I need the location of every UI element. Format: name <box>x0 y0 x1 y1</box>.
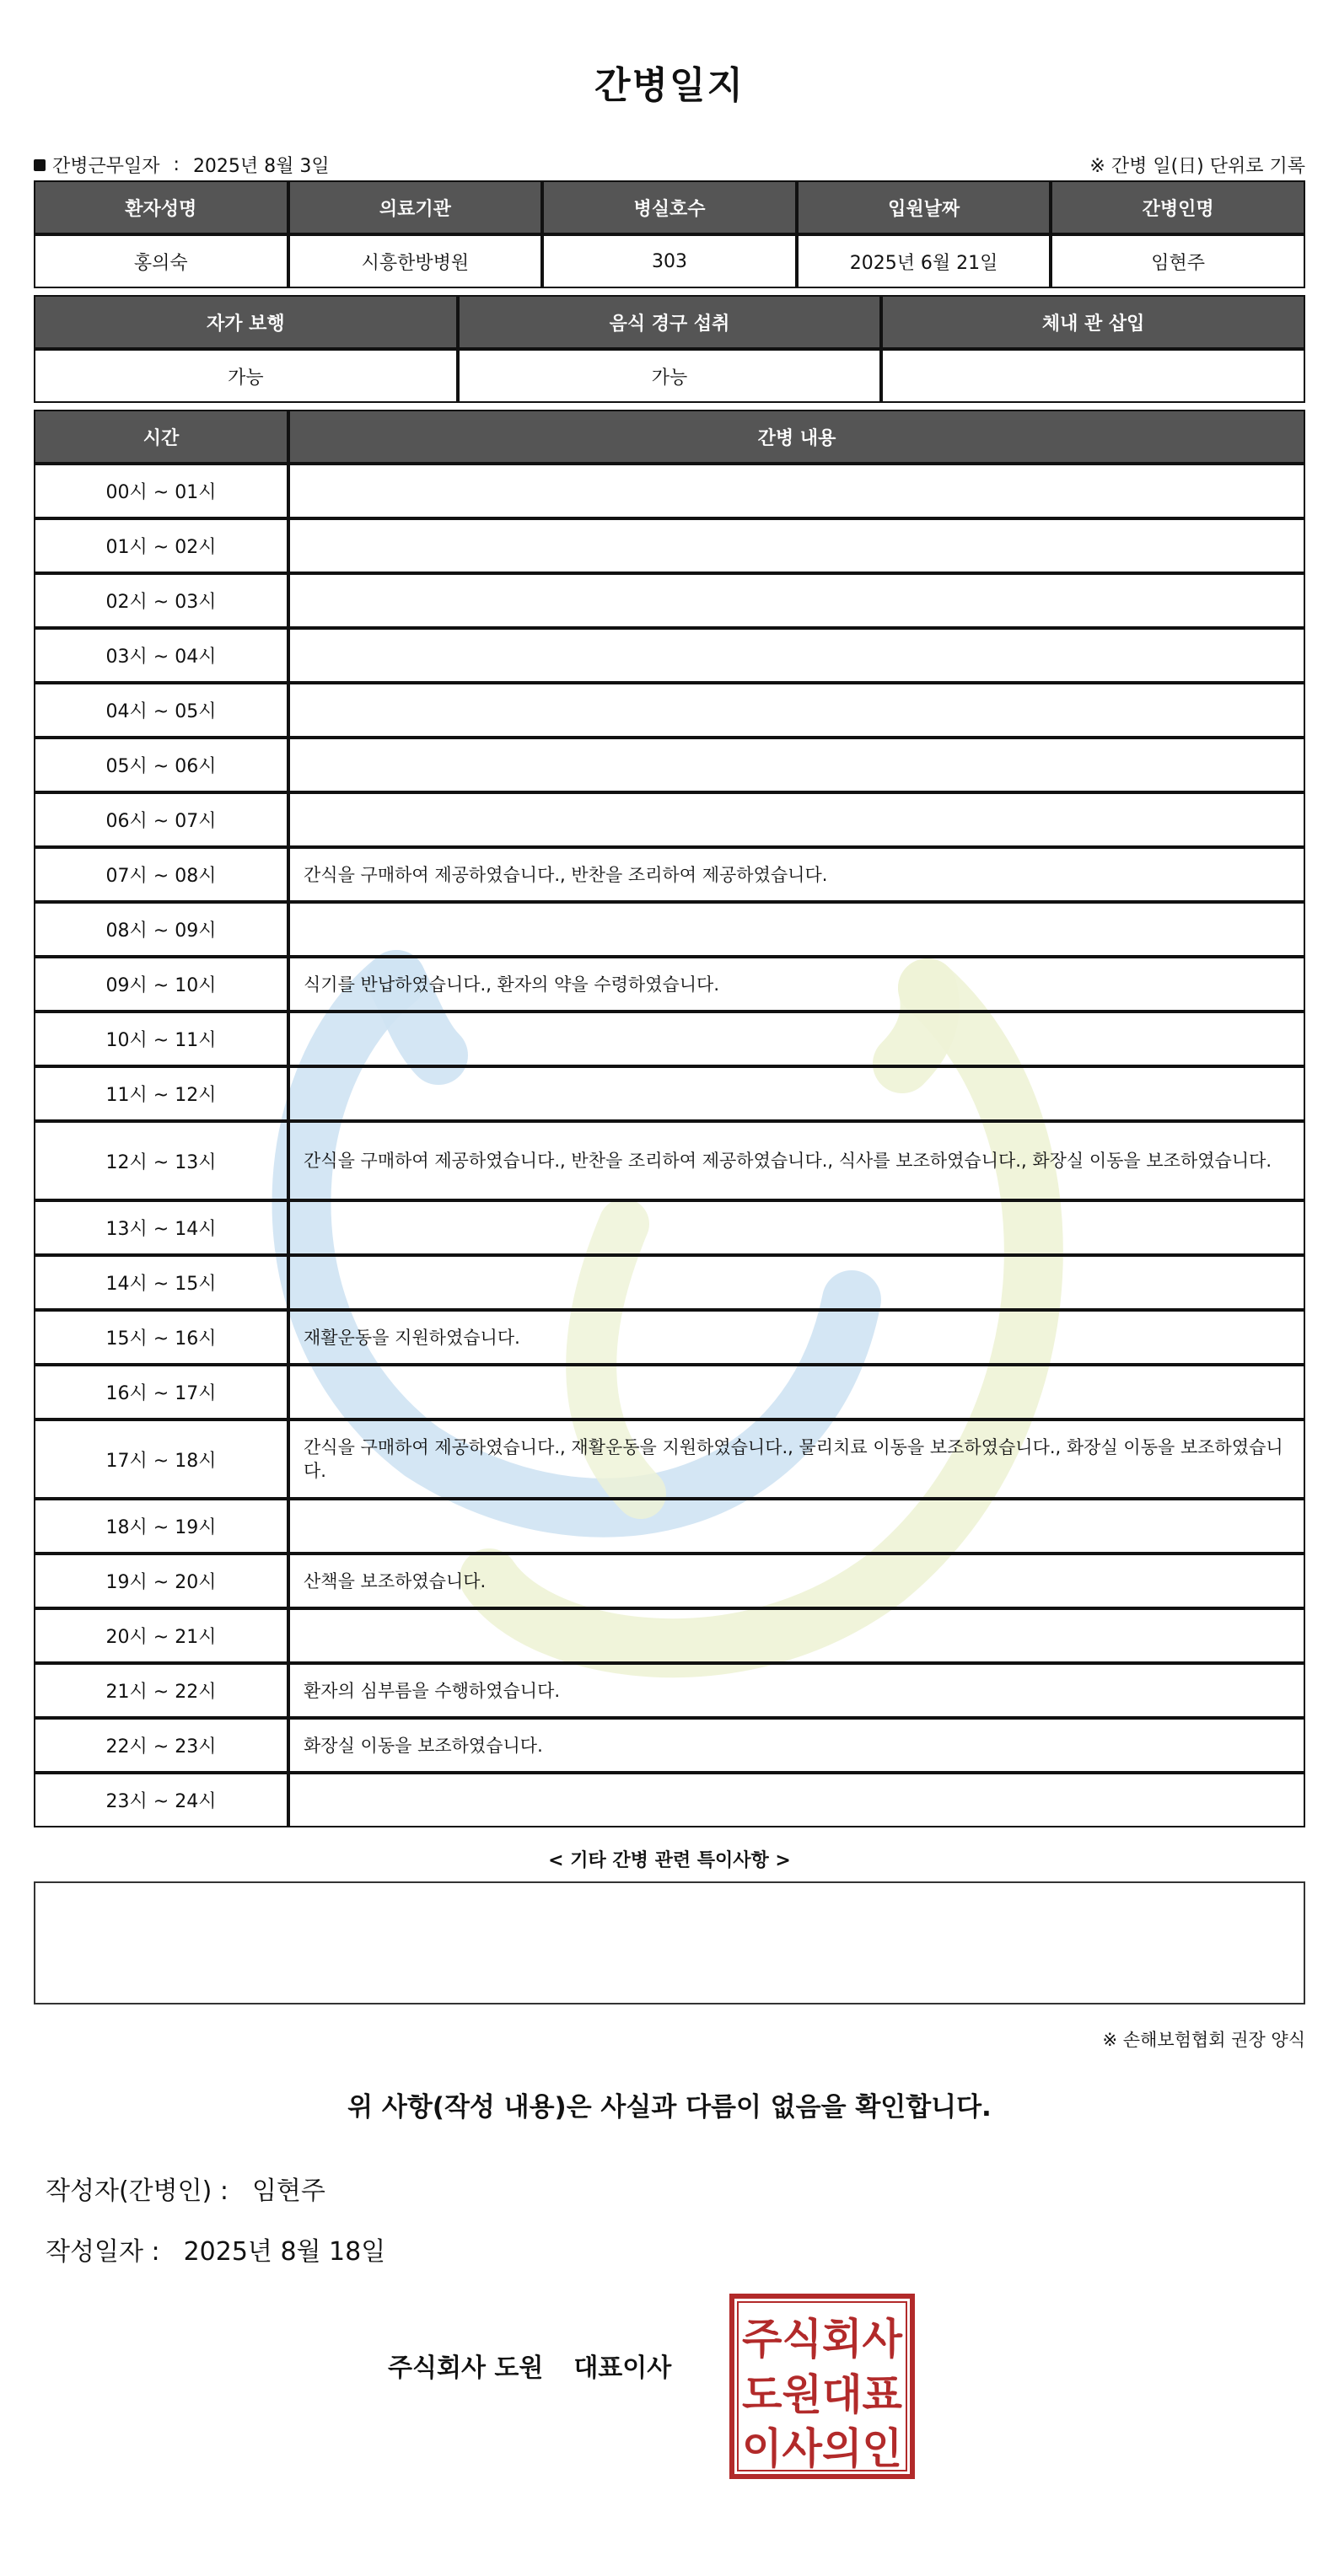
time-slot: 22시 ~ 23시 <box>34 1718 288 1773</box>
time-slot: 09시 ~ 10시 <box>34 957 288 1012</box>
table-row <box>34 1718 1305 1773</box>
svg-text:도원대표: 도원대표 <box>742 2370 903 2419</box>
time-slot: 14시 ~ 15시 <box>34 1255 288 1310</box>
time-slot: 05시 ~ 06시 <box>34 738 288 792</box>
written-date-row <box>46 2230 1305 2267</box>
work-date-separator: : <box>173 154 180 175</box>
header-tube-insertion: 체내 관 삽입 <box>881 295 1305 349</box>
document-title: 간병일지 <box>594 64 745 107</box>
table-row <box>34 683 1305 738</box>
table-row <box>34 628 1305 683</box>
writer-label: 작성자(간병인) : <box>46 2176 229 2206</box>
table-row <box>34 1608 1305 1663</box>
header-admission-date: 입원날짜 <box>797 180 1051 234</box>
table-row <box>34 1419 1305 1499</box>
care-content <box>288 738 1305 792</box>
admission-date: 2025년 6월 21일 <box>797 234 1051 288</box>
patient-condition-table <box>34 295 1305 403</box>
special-notes-box <box>34 1881 1305 2004</box>
time-slot: 10시 ~ 11시 <box>34 1012 288 1066</box>
care-content: 재활운동을 지원하였습니다. <box>288 1310 1305 1365</box>
table-row <box>34 1310 1305 1365</box>
care-content: 식기를 반납하였습니다., 환자의 약을 수령하였습니다. <box>288 957 1305 1012</box>
writer-name: 임현주 <box>251 2176 325 2206</box>
table-row <box>34 573 1305 628</box>
recommended-form-note: ※ 손해보험협회 권장 양식 <box>1102 2030 1305 2050</box>
care-content <box>288 464 1305 518</box>
table-row <box>34 1066 1305 1121</box>
header-hospital: 의료기관 <box>288 180 543 234</box>
company-signature <box>388 2347 671 2384</box>
special-notes-heading: < 기타 간병 관련 특이사항 > <box>548 1850 791 1871</box>
time-slot: 12시 ~ 13시 <box>34 1121 288 1200</box>
written-date-value: 2025년 8월 18일 <box>183 2237 386 2267</box>
company-seal-stamp <box>729 2293 916 2480</box>
care-content: 간식을 구매하여 제공하였습니다., 반찬을 조리하여 제공하였습니다., 식사를 보조하였습니다., 화장실 이동을 보조하였습니다. <box>288 1121 1305 1200</box>
work-date-label: 간병근무일자 <box>52 156 160 177</box>
company-name: 주식회사 도원 <box>388 2353 544 2383</box>
time-slot: 13시 ~ 14시 <box>34 1200 288 1255</box>
oral-intake-value: 가능 <box>458 349 882 403</box>
care-content <box>288 1499 1305 1554</box>
care-content <box>288 792 1305 847</box>
bullet-square-icon <box>34 159 46 171</box>
svg-text:이사의인: 이사의인 <box>742 2424 902 2473</box>
care-content: 간식을 구매하여 제공하였습니다., 재활운동을 지원하였습니다., 물리치료 이동을 보조하였습니다., 화장실 이동을 보조하였습니다. <box>288 1419 1305 1499</box>
time-slot: 11시 ~ 12시 <box>34 1066 288 1121</box>
room-number: 303 <box>542 234 797 288</box>
table-row <box>34 957 1305 1012</box>
time-slot: 06시 ~ 07시 <box>34 792 288 847</box>
table-row <box>34 1499 1305 1554</box>
header-oral-intake: 음식 경구 섭취 <box>458 295 882 349</box>
work-date-row <box>34 147 1305 180</box>
tube-insertion-value <box>881 349 1305 403</box>
care-content: 간식을 구매하여 제공하였습니다., 반찬을 조리하여 제공하였습니다. <box>288 847 1305 902</box>
time-slot: 00시 ~ 01시 <box>34 464 288 518</box>
care-content <box>288 1608 1305 1663</box>
table-row <box>34 1554 1305 1608</box>
time-slot: 15시 ~ 16시 <box>34 1310 288 1365</box>
time-slot: 07시 ~ 08시 <box>34 847 288 902</box>
care-content <box>288 518 1305 573</box>
time-slot: 19시 ~ 20시 <box>34 1554 288 1608</box>
table-row <box>34 518 1305 573</box>
table-row <box>34 847 1305 902</box>
care-content <box>288 628 1305 683</box>
writer-row <box>46 2170 1305 2207</box>
self-walking-value: 가능 <box>34 349 458 403</box>
patient-name: 홍의숙 <box>34 234 288 288</box>
table-row <box>34 1255 1305 1310</box>
care-content <box>288 1012 1305 1066</box>
time-slot: 16시 ~ 17시 <box>34 1365 288 1419</box>
written-date-label: 작성일자 : <box>46 2237 160 2267</box>
time-slot: 08시 ~ 09시 <box>34 902 288 957</box>
time-slot: 01시 ~ 02시 <box>34 518 288 573</box>
care-content <box>288 902 1305 957</box>
care-content <box>288 683 1305 738</box>
patient-info-table <box>34 180 1305 288</box>
care-content <box>288 1365 1305 1419</box>
table-row <box>34 464 1305 518</box>
table-row <box>34 902 1305 957</box>
time-slot: 04시 ~ 05시 <box>34 683 288 738</box>
care-content <box>288 1200 1305 1255</box>
table-row <box>34 738 1305 792</box>
svg-text:주식회사: 주식회사 <box>742 2315 903 2364</box>
work-date-value: 2025년 8월 3일 <box>192 156 330 177</box>
header-caregiver-name: 간병인명 <box>1051 180 1305 234</box>
confirmation-statement: 위 사항(작성 내용)은 사실과 다름이 없음을 확인합니다. <box>347 2092 992 2123</box>
header-self-walking: 자가 보행 <box>34 295 458 349</box>
table-row <box>34 1663 1305 1718</box>
table-row <box>34 1121 1305 1200</box>
caregiver-name: 임현주 <box>1051 234 1305 288</box>
care-content <box>288 573 1305 628</box>
time-slot: 18시 ~ 19시 <box>34 1499 288 1554</box>
care-content: 화장실 이동을 보조하였습니다. <box>288 1718 1305 1773</box>
table-row <box>34 1012 1305 1066</box>
care-content <box>288 1255 1305 1310</box>
hospital-name: 시흥한방병원 <box>288 234 543 288</box>
time-slot: 02시 ~ 03시 <box>34 573 288 628</box>
daily-record-note: ※ 간병 일(日) 단위로 기록 <box>1089 156 1305 177</box>
company-role: 대표이사 <box>573 2353 672 2383</box>
care-content: 산책을 보조하였습니다. <box>288 1554 1305 1608</box>
time-slot: 23시 ~ 24시 <box>34 1773 288 1827</box>
table-row <box>34 1365 1305 1419</box>
time-slot: 20시 ~ 21시 <box>34 1608 288 1663</box>
header-care-content: 간병 내용 <box>288 410 1305 464</box>
care-content <box>288 1773 1305 1827</box>
header-room-number: 병실호수 <box>542 180 797 234</box>
time-slot: 03시 ~ 04시 <box>34 628 288 683</box>
care-schedule-table <box>34 410 1305 1827</box>
care-content: 환자의 심부름을 수행하였습니다. <box>288 1663 1305 1718</box>
table-row <box>34 1773 1305 1827</box>
header-patient-name: 환자성명 <box>34 180 288 234</box>
table-row <box>34 1200 1305 1255</box>
time-slot: 17시 ~ 18시 <box>34 1419 288 1499</box>
time-slot: 21시 ~ 22시 <box>34 1663 288 1718</box>
care-content <box>288 1066 1305 1121</box>
header-time: 시간 <box>34 410 288 464</box>
table-row <box>34 792 1305 847</box>
